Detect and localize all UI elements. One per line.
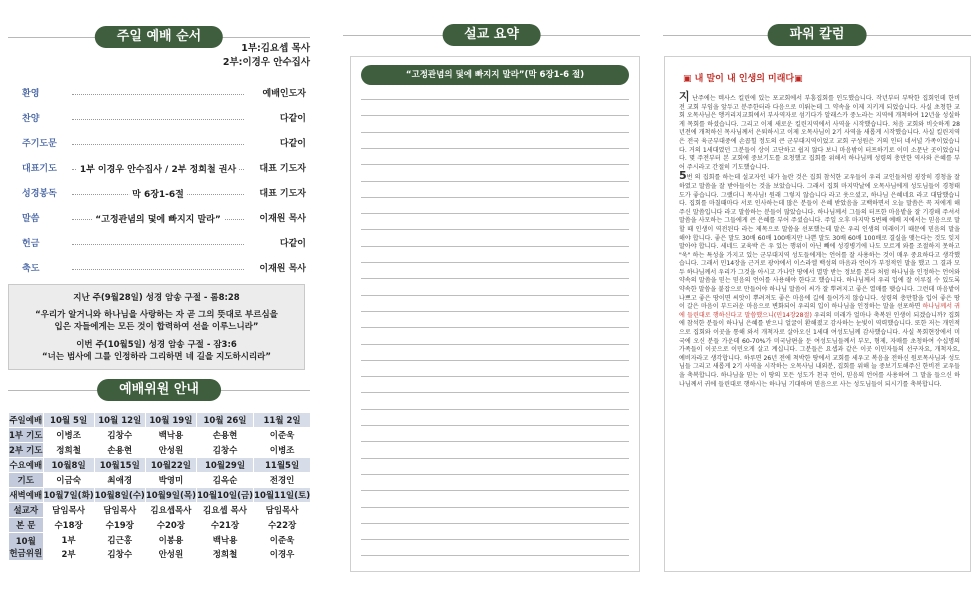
last-verse-title: 지난 주(9월28일) 성경 암송 구절 - 롬8:28 — [73, 293, 240, 303]
table-row — [9, 473, 310, 487]
paragraph-text: 우리의 미래가 얼마나 축복된 인생이 되겠습니까? 집회에 참석한 분들이 하나님 은혜를 받으니 얼굴이 환해졌고 감사하는 눈빛이 역력했습니다. 또한 저는 개인적으로 집회와 이곳을 통해 와서 개척자로 살아오신 1세대 여성도님께 감사했습니다. 사실 목회현장에서 미국에 오신 분들 가운데 60-70%가 미국남편을 둔 여성도님들께서 부모, 형제, 자매를 초청하여 수십명의 가족들이 이곳으로 이민오게 살고 계십니다. 그분들은 요셉과 같은 이곳 이민자들의 선구자요, 개척자요, 예비자라고 생각합니다. 하루면 26년 전에 척박한 땅에서 교회를 세우고 복음을 전하신 원로목사님과 성도님들 그리고 새롭게 2기 사역을 시작하는 오목사님 내외분, 집회를 위해 늘 중보기도해주신 한비전 교우들을 축복합니다. 하나님을 믿는 이 땅의 모든 성도가 천국 언어, 믿음의 언어를 사용하여 그 말을 들으신 하나님께서 귀에 들린대로 행하시는 하나님 기대하며 믿음으로 사는 성도님들이 되시기를 축복합니다. — [679, 311, 960, 388]
note-line — [361, 523, 629, 524]
order-label: 헌금 — [22, 239, 40, 249]
row-header: 2부 기도 — [9, 443, 43, 457]
note-line — [361, 229, 629, 230]
table-cell: 10월 12일 — [95, 413, 145, 427]
table-row — [9, 547, 310, 560]
preacher-1: 1부:김요셉 목사 — [241, 43, 310, 54]
order-label: 찬양 — [22, 114, 40, 124]
duty-header — [8, 379, 310, 401]
sermon-title: “고정관념의 덫에 빠지지 말라”(막 6장1-6 절) — [361, 65, 629, 85]
table-cell: 10월15일 — [95, 458, 145, 472]
row-header: 수요예배 — [9, 458, 43, 472]
table-cell: 김창수 — [197, 443, 253, 457]
last-verse-text-2: 입은 자들에게는 모든 것이 합력하여 선을 이루느니라” — [54, 322, 259, 332]
committee-label: 헌금위원 — [9, 548, 43, 559]
table-cell: 수18장 — [44, 518, 94, 532]
note-line — [361, 490, 629, 491]
table-cell: 안성원 — [146, 547, 196, 560]
table-row — [9, 503, 310, 517]
table-cell: 이봉용 — [146, 533, 196, 546]
table-cell: 이경우 — [254, 547, 310, 560]
order-leader: 대표 기도자 — [259, 189, 306, 199]
table-row — [9, 518, 310, 532]
next-verse-title: 이번 주(10월5일) 성경 암송 구절 - 잠3:6 — [76, 340, 237, 350]
note-line — [361, 507, 629, 508]
note-line — [361, 181, 629, 182]
note-line — [361, 99, 629, 100]
table-cell: 담임목사 — [95, 503, 145, 517]
table-cell: 백낙용 — [197, 533, 253, 546]
drop-initial: 5 — [679, 169, 687, 183]
table-cell: 수20장 — [146, 518, 196, 532]
note-line — [361, 458, 629, 459]
note-line — [361, 278, 629, 279]
table-cell: 10월 19일 — [146, 413, 196, 427]
table-cell: 10월29일 — [197, 458, 253, 472]
table-cell: 담임목사 — [44, 503, 94, 517]
note-line — [361, 425, 629, 426]
table-cell: 백낙용 — [146, 428, 196, 442]
table-cell: 10월8일(수) — [95, 488, 145, 502]
table-row — [9, 458, 310, 472]
note-line — [361, 132, 629, 133]
article-body — [679, 90, 960, 389]
table-cell: 김요셉목사 — [146, 503, 196, 517]
table-cell: 전경인 — [254, 473, 310, 487]
paragraph-text: 번 의 집회를 하는데 설교자인 내가 놀란 것은 집회 참석한 교우들이 우리 교인들처럼 굉장히 경청을 잘 하였고 말씀을 잘 받아들이는 것을 보았습니다. 그래서 집회 마지막날에 오목사님에게 성도님들이 경청태도가 좋습니다. 그랬더니 목사님! 원래 그렇지 않습니다 라고 웃으셨고, 하나님 은혜네요 라고 대답했습니다. 집회를 마칠때마다 서로 인사하는데 많은 분들이 은혜 받았음을 고백하면서 오늘 말씀은 꼭 저에게 해주신 말씀입니다 라고 말씀하는 분들이 많았습니다. 하나님께서 그들의 터프한 마음밭을 잘 기경해 주셔서 말씀을 사모하는 그들에게 큰 은혜를 부어 주셨습니다. 주일 오후 마지막 5번째 예배 지에서는 믿음으로 말할 때 인생이 역전된다 라는 제목으로 말씀을 선포했는데 말은 우리 인생의 미래이기 때문에 믿음의 말을 해야 합니다. 좋은 말도 30배 60배 100배지만 나쁜 말도 30배 60배 100배로 결실을 맺는다는 것도 잊지 말아야 합니다. 세네드 교육박 은 우 있는 행위이 아닌 빼에 성경병기에 나도 모르게 와를 조절하지 못하고 "욱" 하는 특성을 가지고 있는 군부대지역 성도들에게는 언어를 잘 사용하는 것이 매우 중요하다고 생각했습니다. 그래서 민14장을 근거로 광야에서 이스라엘 백성의 마음과 언어가 부정적인 말을 했고 그 결과 모두 하나님께서 우리가 그것을 아시고 가나안 땅에서 멸망 받는 정보를 본다 처럼 하나님을 인정하는 언어와 약속의 말씀을 믿는 믿음의 언어를 사용해야 한다고 했습니다. 하나님께서 우리 입에 잘 이루질 수 있도록 약속한 말씀을 붙잡으로 만들어야 하나님 말씀이 씨가 잘 뿌려지고 좋은 열매를 맺습니다. 그런데 마음밭이 나쁘고 좋은 땅이면 씨앗이 뿌려져도 좋은 마음에 길에 들어가지 않습니다. 성령의 충만함을 입어 좋은 땅이 갈은 마음이 부드러운 마음으로 변화되어 우리의 입이 하나님을 인정하는 말을 선포하면 — [679, 174, 960, 311]
committee-month: 10월 — [15, 536, 36, 547]
table-cell: 10월7일(화) — [44, 488, 94, 502]
sermon-summary-column — [343, 0, 640, 595]
order-leader: 예배인도자 — [262, 89, 306, 99]
note-line — [361, 441, 629, 442]
order-leader: 이재원 목사 — [259, 214, 306, 224]
note-line — [361, 246, 629, 247]
paragraph-text: 난주에는 텍사스 킬린에 있는 포교회에서 부흥집회를 인도했습니다. 작년부터 부탁한 집회인데 한비전 교회 부임을 앞두고 분주한터라 다음으로 미뤄논데 그 약속을 이제 지키게 되었습니다. 사실 초청한 교회 오목사님은 앵커리지교회에서 부사역자로 섬기다가 알래스카 중노라는 지역에 개척하여 12년을 성실하게 목회를 하셨습니다. 그리고 이제 새로운 킬린지역에서 사역을 시작했습니다. 처음 교회와 비슷하게 28년전에 개척하신 목사님께서 은퇴하시고 이제 오목사님이 2기 사역을 새롭게 시작했습니다. 사실 킬린지역은 전국 육군부대중에 손꼽힐 정도의 큰 군부대지역이었고 교회 구성원은 거의 인터 네셔널 가족이었습니다. 거의 1세대였던 그분들이 상이 고단하고 쉽지 않다 보니 마음밖이 터프하기로 이미 소문난 곳이었습니다. 몇 주전부터 본 교회에 중보기도를 요청했고 집회를 위해서 하나님께 성령의 충만한 역사와 은혜를 부어 주시라고 간절히 기도했습니다. — [679, 95, 960, 171]
note-line — [361, 344, 629, 345]
table-cell: 수22장 — [254, 518, 310, 532]
table-cell: 손용현 — [95, 443, 145, 457]
order-label: 환영 — [22, 89, 40, 99]
note-line — [361, 295, 629, 296]
note-line — [361, 213, 629, 214]
highlighted-text: 하나님께서 귀에 들린대로 행하신다고 말씀했으니(민14장28절) — [679, 303, 960, 319]
order-label: 주기도문 — [22, 139, 57, 149]
order-label: 축도 — [22, 264, 40, 274]
table-cell: 10월9일(목) — [146, 488, 196, 502]
row-header: 1부 기도 — [9, 428, 43, 442]
row-header: 주일예배 — [9, 413, 43, 427]
table-row — [9, 443, 310, 457]
note-line — [361, 474, 629, 475]
order-detail: “고정관념의 덫에 빠지지 말라” — [92, 214, 224, 226]
table-cell: 김옥순 — [197, 473, 253, 487]
article-title: ▣ 내 말이 내 인생의 미래다▣ — [683, 74, 803, 84]
table-cell: 담임목사 — [254, 503, 310, 517]
preacher-2: 2부:이경우 안수집사 — [222, 57, 310, 68]
duty-table — [8, 412, 311, 561]
note-line — [361, 539, 629, 540]
row-header: 새벽예배 — [9, 488, 43, 502]
sermon-header — [343, 24, 640, 46]
note-line — [361, 115, 629, 116]
order-label: 말씀 — [22, 214, 40, 224]
table-row — [9, 428, 310, 442]
table-cell: 10월10일(금) — [197, 488, 253, 502]
table-cell: 정희철 — [44, 443, 94, 457]
table-cell: 수21장 — [197, 518, 253, 532]
table-cell: 이준욱 — [254, 533, 310, 546]
note-line — [361, 555, 629, 556]
table-cell: 이병조 — [254, 443, 310, 457]
note-line — [361, 360, 629, 361]
table-cell: 김창수 — [95, 428, 145, 442]
note-line — [361, 197, 629, 198]
row-header — [9, 533, 43, 560]
table-cell: 김근홍 — [95, 533, 145, 546]
table-cell: 박영미 — [146, 473, 196, 487]
table-cell: 10월 5일 — [44, 413, 94, 427]
table-cell: 안성원 — [146, 443, 196, 457]
last-verse-text-1: “우리가 알거니와 하나님을 사랑하는 자 곧 그의 뜻대로 부르심을 — [35, 310, 278, 320]
table-row — [9, 413, 310, 427]
order-detail: 1부 이경우 안수집사 / 2부 정희철 권사 — [77, 164, 239, 176]
table-cell: 손용현 — [197, 428, 253, 442]
note-line — [361, 148, 629, 149]
table-cell: 김요셉 목사 — [197, 503, 253, 517]
table-cell: 이준욱 — [254, 428, 310, 442]
row-header: 설교자 — [9, 503, 43, 517]
next-verse-text: “너는 범사에 그를 인정하라 그리하면 네 길을 지도하시리라” — [42, 352, 271, 362]
note-line — [361, 376, 629, 377]
power-column-title: 파워 칼럼 — [768, 24, 867, 46]
table-cell: 수19장 — [95, 518, 145, 532]
table-cell: 2부 — [44, 547, 94, 560]
note-line — [361, 311, 629, 312]
table-row — [9, 488, 310, 502]
order-leader: 다같이 — [279, 114, 306, 124]
order-detail: 막 6장1-6절 — [129, 189, 187, 201]
table-cell: 이병조 — [44, 428, 94, 442]
table-cell: 11월 2일 — [254, 413, 310, 427]
table-cell: 최애경 — [95, 473, 145, 487]
table-cell: 1부 — [44, 533, 94, 546]
duty-title: 예배위원 안내 — [97, 379, 221, 401]
sermon-notes-box — [350, 56, 640, 572]
order-label: 대표기도 — [22, 164, 57, 174]
table-cell: 10월11일(토) — [254, 488, 310, 502]
note-line — [361, 164, 629, 165]
order-leader: 다같이 — [279, 139, 306, 149]
table-row — [9, 533, 310, 546]
power-column — [663, 0, 971, 595]
table-cell: 김창수 — [95, 547, 145, 560]
table-cell: 10월8일 — [44, 458, 94, 472]
table-cell: 이금숙 — [44, 473, 94, 487]
drop-initial: 지 — [679, 90, 690, 103]
note-line — [361, 392, 629, 393]
note-line — [361, 327, 629, 328]
table-cell: 정희철 — [197, 547, 253, 560]
article-paragraph — [679, 90, 960, 172]
table-cell: 11월5일 — [254, 458, 310, 472]
row-header: 기도 — [9, 473, 43, 487]
note-line — [361, 409, 629, 410]
order-leader: 대표 기도자 — [259, 164, 306, 174]
sermon-summary-title: 설교 요약 — [442, 24, 541, 46]
row-header: 본 문 — [9, 518, 43, 532]
order-label: 성경봉독 — [22, 189, 57, 199]
table-cell: 10월 26일 — [197, 413, 253, 427]
worship-order-title: 주일 예배 순서 — [95, 26, 223, 48]
order-leader: 다같이 — [279, 239, 306, 249]
article-paragraph — [679, 169, 960, 389]
table-cell: 10월22일 — [146, 458, 196, 472]
power-column-header — [663, 24, 971, 46]
column-article-box — [664, 56, 971, 572]
order-leader: 이재원 목사 — [259, 264, 306, 274]
note-line — [361, 262, 629, 263]
